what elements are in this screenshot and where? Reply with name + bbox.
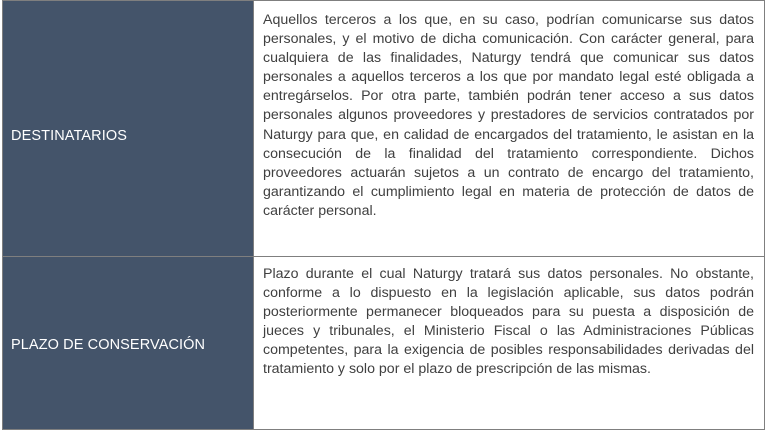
row-label-destinatarios: DESTINATARIOS <box>3 1 254 256</box>
privacy-info-table <box>2 0 765 430</box>
row-text-plazo-conservacion: Plazo durante el cual Naturgy tratará sus datos personales. No obstante, conforme a lo dispuesto en la legislación aplicable, sus datos podrán posteriormente permanecer bloqueados para su puesta a disposición de jueces y tribunales, el Ministerio Fiscal o las Administraciones Públicas competentes, para la exigencia de posibles responsabilidades derivadas del tratamiento y solo por el plazo de prescripción de las mismas. <box>254 257 764 429</box>
table-row-destinatarios <box>3 1 764 256</box>
table-row-plazo-conservacion <box>3 256 764 429</box>
row-label-plazo-conservacion: PLAZO DE CONSERVACIÓN <box>3 257 254 429</box>
row-text-destinatarios: Aquellos terceros a los que, en su caso, podrían comunicarse sus datos personales, y el motivo de dicha comunicación. Con carácter general, para cualquiera de las finalidades, Naturgy tendrá que comunicar sus datos personales a aquellos terceros a los que por mandato legal esté obligada a entregárselos. Por otra parte, también podrán tener acceso a sus datos personales algunos proveedores y prestadores de servicios contratados por Naturgy para que, en calidad de encargados del tratamiento, le asistan en la consecución de la finalidad del tratamiento correspondiente. Dichos proveedores actuarán sujetos a un contrato de encargo del tratamiento, garantizando el cumplimiento legal en materia de protección de datos de carácter personal. <box>254 1 764 256</box>
